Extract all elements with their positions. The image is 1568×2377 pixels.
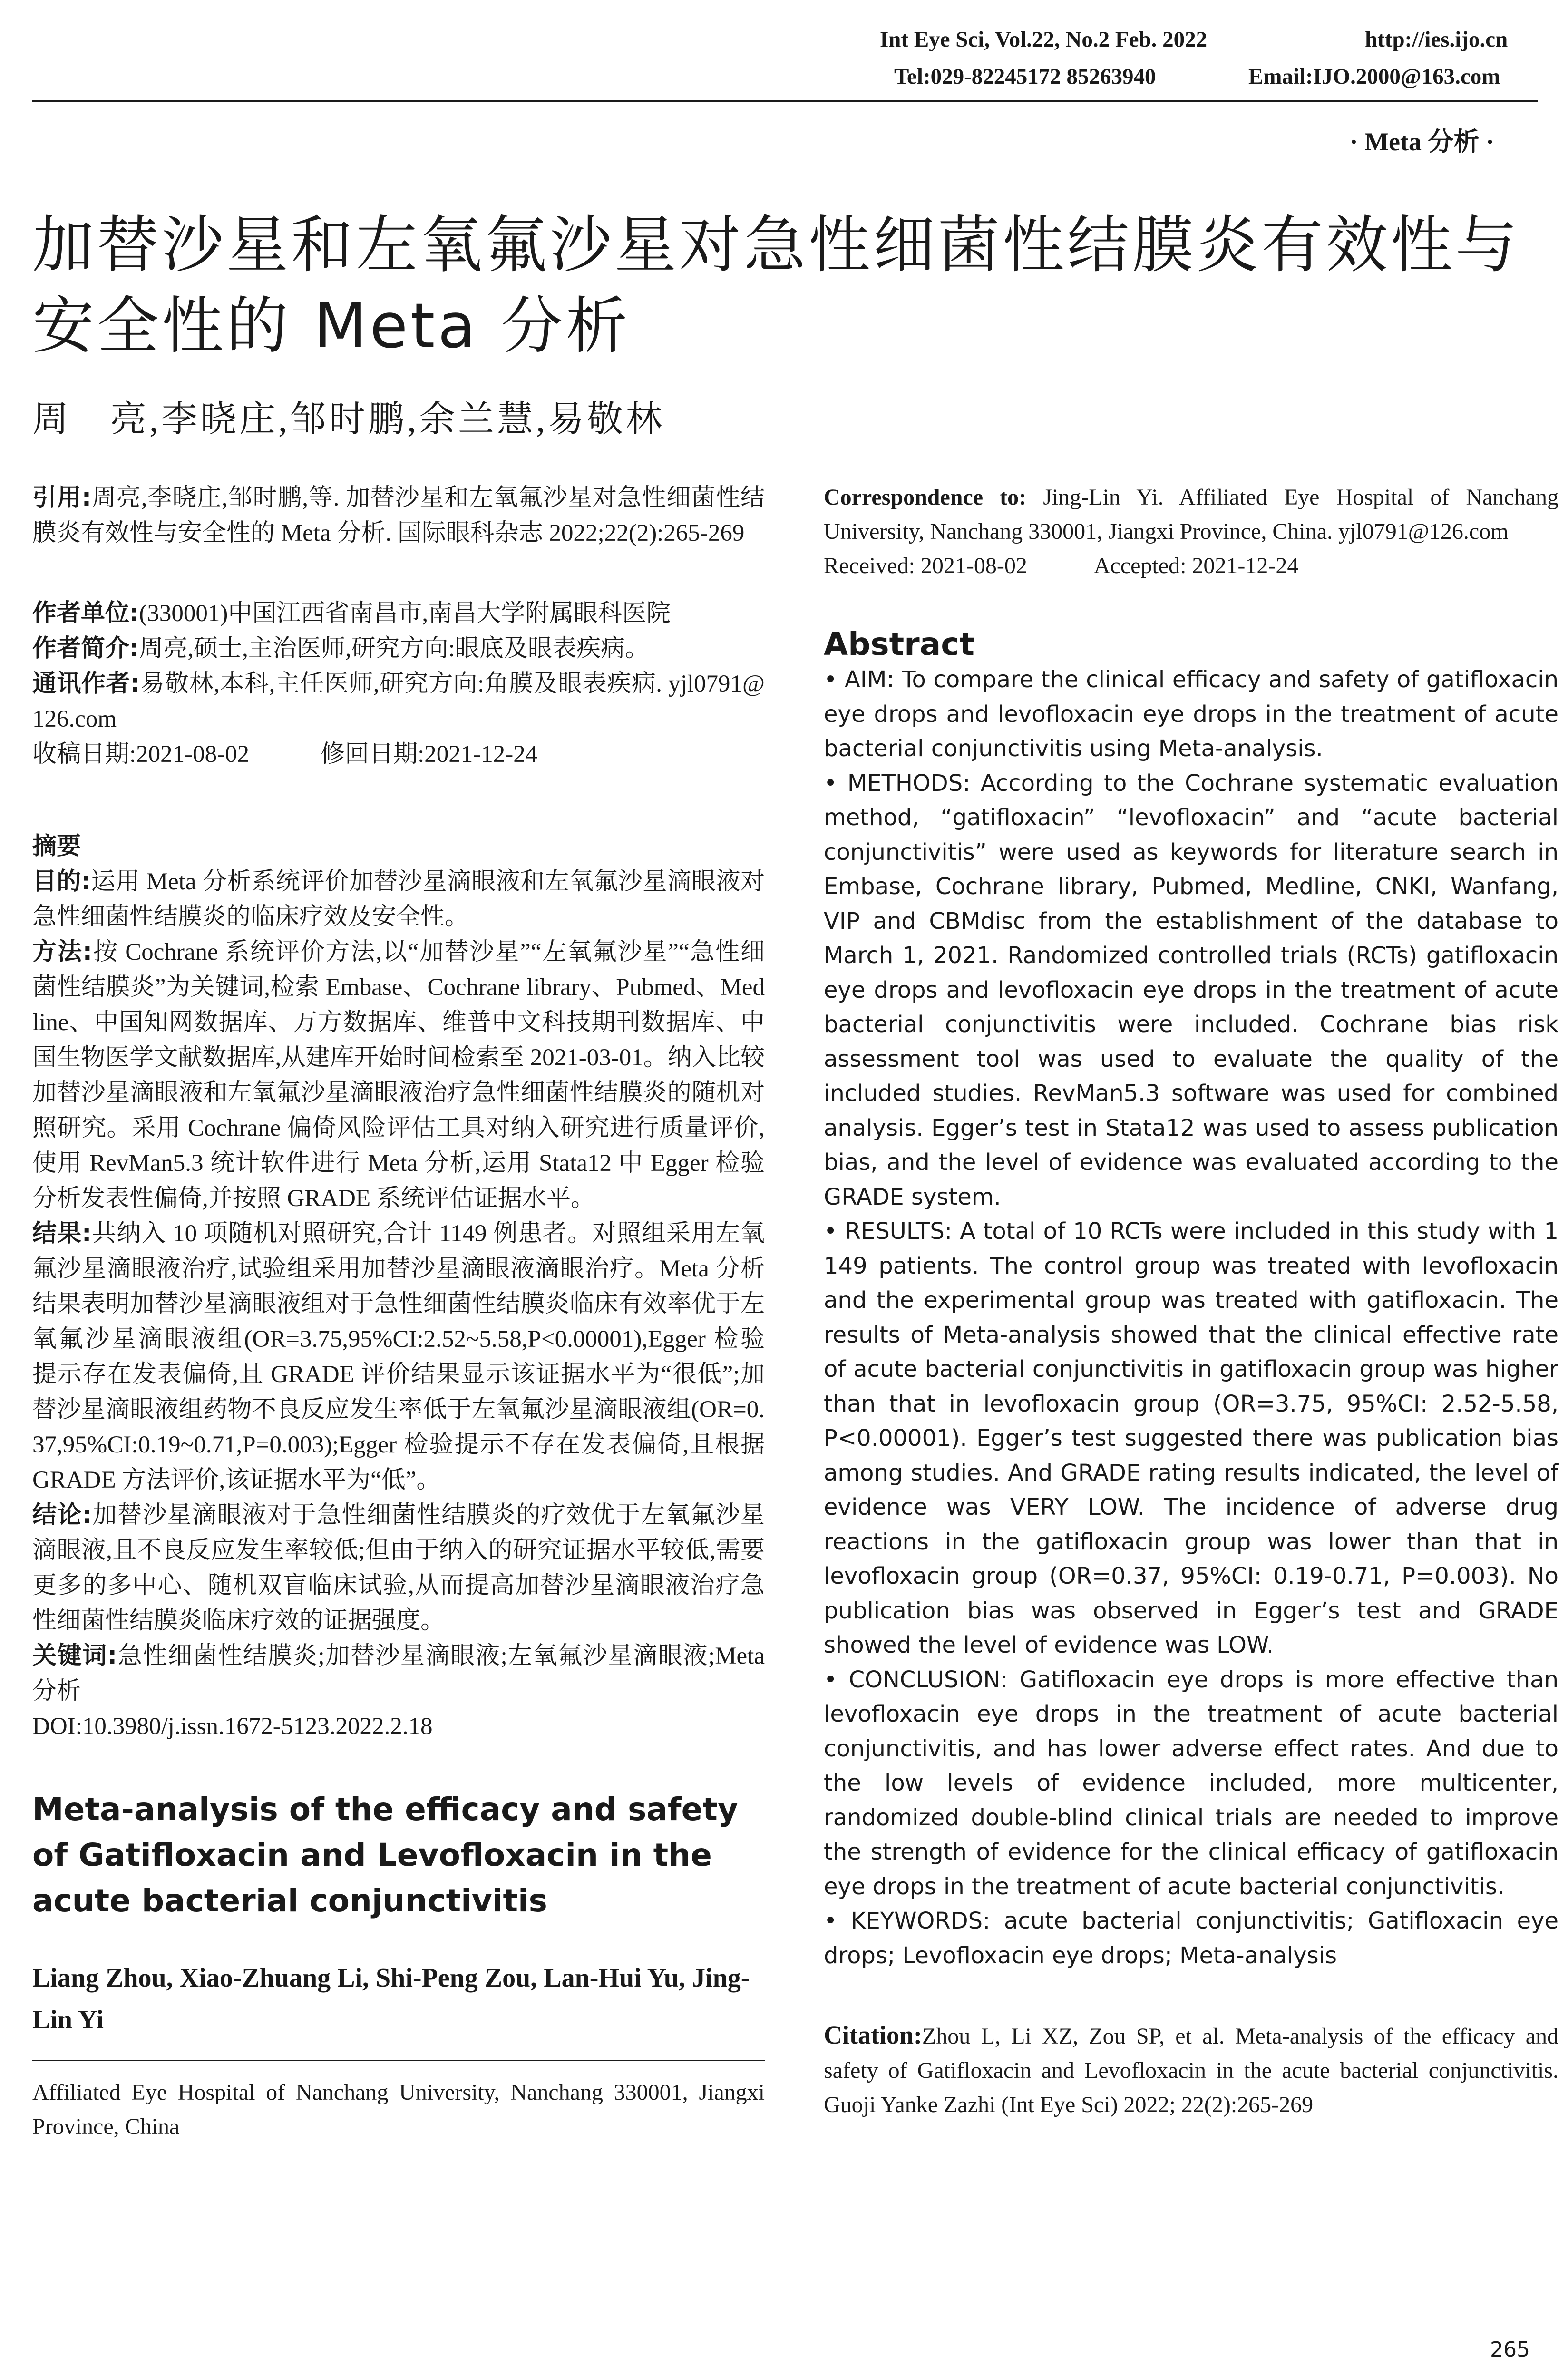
conclusion-cn-label: 结论: [32, 1501, 92, 1529]
methods-en-text: According to the Cochrane systematic evaluation method, “gatifloxacin” “levofloxacin” and “acute bacterial conjunctivitis” were used as keywords for literature search in Embase, Cochrane library, Pubmed, Medline, CNKI, Wanfang, VIP and CBMdisc from the establishment of the database to March 1, 2021. Randomized controlled trials (RCTs) gatifloxacin eye drops and levofloxacin eye drops in the treatment of acute bacterial conjunctivitis were included. Cochrane bias risk assessment tool was used to evaluate the quality of the included studies. RevMan5.3 software was used for combined analysis. Egger’s test in Stata12 was used to assess publication bias, and the level of evidence was evaluated according to the GRADE system. [824, 770, 1559, 1210]
aim-en-label: • AIM: [824, 666, 895, 693]
page-number: 265 [1490, 2338, 1530, 2362]
methods-cn-text: 按 Cochrane 系统评价方法,以“加替沙星”“左氧氟沙星”“急性细菌性结膜炎”为关键词,检索 Embase、Cochrane library、Pubmed、Medline、中国知网数据库、万方数据库、维普中文科技期刊数据库、中国生物医学文献数据库,从建库开始时间检索至 2021-03-01。纳入比较加替沙星滴眼液和左氧氟沙星滴眼液治疗急性细菌性结膜炎的随机对照研究。采用 Cochrane 偏倚风险评估工具对纳入研究进行质量评价,使用 RevMan5.3 统计软件进行 Meta 分析,运用 Stata12 中 Egger 检验分析发表性偏倚,并按照 GRADE 系统评估证据水平。 [32, 939, 765, 1212]
info-bio-label: 作者简介: [32, 634, 139, 662]
aim-cn-label: 目的: [32, 867, 91, 896]
affiliation-rule [32, 2060, 765, 2061]
results-en-label: • RESULTS: [824, 1218, 953, 1245]
journal-header: Int Eye Sci, Vol.22, No.2 Feb. 2022 [880, 27, 1208, 52]
info-affiliation-label: 作者单位: [32, 599, 139, 627]
dates-cn [32, 737, 765, 772]
conclusion-en-label: • CONCLUSION: [824, 1666, 1008, 1693]
conclusion-en-text: Gatifloxacin eye drops is more effective than levofloxacin eye drops in the treatment of acute bacterial conjunctivitis, and has lower adverse effect rates. And due to the low levels of evidence included, more multicenter, randomized double-blind clinical trials are needed to improve the strength of evidence for the clinical efficacy of gatifloxacin eye drops in the treatment of acute bacterial conjunctivitis. [824, 1666, 1558, 1900]
abstract-en-conclusion [824, 1663, 1558, 1904]
citation-en-text: Zhou L, Li XZ, Zou SP, et al. Meta-analysis of the efficacy and safety of Gatifloxacin and Levofloxacin in the acute bacterial conjunctivitis. Guoji Yanke Zazhi (Int Eye Sci) 2022; 22(2):265-269 [824, 2024, 1558, 2117]
methods-cn-label: 方法: [32, 938, 93, 966]
journal-tel: Tel:029-82245172 85263940 [894, 64, 1156, 89]
citation-cn [32, 480, 765, 551]
abstract-cn-results [32, 1216, 765, 1498]
citation-cn-text: 周亮,李晓庄,邹时鹏,等. 加替沙星和左氧氟沙星对急性细菌性结膜炎有效性与安全性的 Meta 分析. 国际眼科杂志 2022;22(2):265-269 [32, 485, 765, 546]
doi[interactable]: DOI:10.3980/j.issn.1672-5123.2022.2.18 [32, 1713, 433, 1740]
methods-en-label: • METHODS: [824, 770, 971, 797]
info-corresponding [32, 666, 765, 737]
authors-cn: 周 亮,李晓庄,邹时鹏,余兰慧,易敬林 [32, 399, 665, 439]
right-column [824, 480, 1558, 2122]
abstract-cn-heading: 摘要 [32, 832, 81, 860]
received-date-cn: 收稿日期:2021-08-02 [32, 741, 250, 768]
keywords-cn-text: 急性细菌性结膜炎;加替沙星滴眼液;左氧氟沙星滴眼液;Meta 分析 [32, 1643, 765, 1705]
header-rule [32, 100, 1538, 102]
authors-en: Liang Zhou, Xiao-Zhuang Li, Shi-Peng Zou, Lan-Hui Yu, Jing-Lin Yi [32, 1963, 750, 2035]
title-en: Meta-analysis of the efficacy and safety of Gatifloxacin and Levofloxacin in the acute bacterial conjunctivitis [32, 1791, 738, 1919]
keywords-en-label: • KEYWORDS: [824, 1908, 991, 1934]
abstract-en-methods [824, 766, 1558, 1215]
info-corresponding-text: 易敬林,本科,主任医师,研究方向:角膜及眼表疾病. yjl0791@126.com [32, 671, 765, 732]
results-en-text: A total of 10 RCTs were included in this study with 1 149 patients. The control group was treated with levofloxacin and the experimental group was treated with gatifloxacin. The results of Meta-analysis showed that the clinical effective rate of acute bacterial conjunctivitis in gatifloxacin group was higher than that in levofloxacin group (OR=3.75, 95%CI: 2.52-5.58, P<0.00001). Egger’s test suggested there was publication bias among studies. And GRADE rating results indicated, the level of evidence was VERY LOW. The incidence of adverse drug reactions in the gatifloxacin group was lower than that in levofloxacin group (OR=0.37, 95%CI: 0.19-0.71, P=0.003). No publication bias was observed in Egger’s test and GRADE showed the level of evidence was LOW. [824, 1218, 1559, 1658]
citation-cn-label: 引用: [32, 484, 92, 512]
journal-url[interactable]: http://ies.ijo.cn [1365, 27, 1508, 52]
received-date-en: Received: 2021-08-02 [824, 553, 1027, 578]
abstract-cn-methods [32, 935, 765, 1216]
correspondence-label: Correspondence to: [824, 485, 1027, 510]
abstract-cn [32, 829, 765, 1744]
left-column [32, 480, 765, 2144]
citation-en-label: Citation: [824, 2021, 922, 2049]
aim-cn-text: 运用 Meta 分析系统评价加替沙星滴眼液和左氧氟沙星滴眼液对急性细菌性结膜炎的临床疗效及安全性。 [32, 868, 765, 930]
accepted-date-en: Accepted: 2021-12-24 [1093, 553, 1299, 578]
keywords-cn-label: 关键词: [32, 1642, 117, 1670]
info-affiliation-text: (330001)中国江西省南昌市,南昌大学附属眼科医院 [139, 600, 671, 627]
abstract-cn-conclusion [32, 1498, 765, 1638]
results-cn-text: 共纳入 10 项随机对照研究,合计 1149 例患者。对照组采用左氧氟沙星滴眼液治疗,试验组采用加替沙星滴眼液滴眼治疗。Meta 分析结果表明加替沙星滴眼液组对于急性细菌性结膜炎临床有效率优于左氧氟沙星滴眼液组(OR=3.75,95%CI:2.52~5.58,P<0.00001),Egger 检验提示存在发表偏倚,且 GRADE 评价结果显示该证据水平为“很低”;加替沙星滴眼液组药物不良反应发生率低于左氧氟沙星滴眼液组(OR=0.37,95%CI:0.19~0.71,P=0.003);Egger 检验提示不存在发表偏倚,且根据 GRADE 方法评价,该证据水平为“低”。 [32, 1220, 765, 1493]
aim-en-text: To compare the clinical efficacy and safety of gatifloxacin eye drops and levofloxacin eye drops in the treatment of acute bacterial conjunctivitis using Meta-analysis. [824, 666, 1559, 762]
abstract-en-aim [824, 662, 1558, 766]
info-bio [32, 631, 765, 666]
abstract-en-heading: Abstract [824, 626, 974, 662]
keywords-en-text: acute bacterial conjunctivitis; Gatifloxacin eye drops; Levofloxacin eye drops; Meta-analysis [824, 1908, 1558, 1969]
info-bio-text: 周亮,硕士,主治医师,研究方向:眼底及眼表疾病。 [139, 635, 649, 662]
journal-email[interactable]: Email:IJO.2000@163.com [1248, 64, 1500, 89]
abstract-cn-keywords [32, 1638, 765, 1709]
info-affiliation [32, 596, 765, 631]
paper-title: 加替沙星和左氧氟沙星对急性细菌性结膜炎有效性与安全性的 Meta 分析 [32, 209, 1520, 362]
abstract-en-keywords [824, 1904, 1558, 1973]
abstract-cn-aim [32, 864, 765, 935]
abstract-en [824, 662, 1558, 1973]
citation-en [824, 2018, 1558, 2122]
section-tag: · Meta 分析 · [1349, 127, 1494, 156]
abstract-en-results [824, 1214, 1558, 1663]
correspondence [824, 480, 1558, 583]
correspondence-text: Jing-Lin Yi. Affiliated Eye Hospital of Nanchang University, Nanchang 330001, Jiangxi Province, China. yjl0791@126.com [824, 485, 1559, 544]
author-info [32, 596, 765, 772]
affiliation-en: Affiliated Eye Hospital of Nanchang University, Nanchang 330001, Jiangxi Province, China [32, 2080, 765, 2139]
revised-date-cn: 修回日期:2021-12-24 [321, 741, 538, 768]
conclusion-cn-text: 加替沙星滴眼液对于急性细菌性结膜炎的疗效优于左氧氟沙星滴眼液,且不良反应发生率较低;但由于纳入的研究证据水平较低,需要更多的多中心、随机双盲临床试验,从而提高加替沙星滴眼液治疗急性细菌性结膜炎临床疗效的证据强度。 [32, 1502, 765, 1634]
info-corresponding-label: 通讯作者: [32, 670, 140, 698]
results-cn-label: 结果: [32, 1219, 92, 1247]
